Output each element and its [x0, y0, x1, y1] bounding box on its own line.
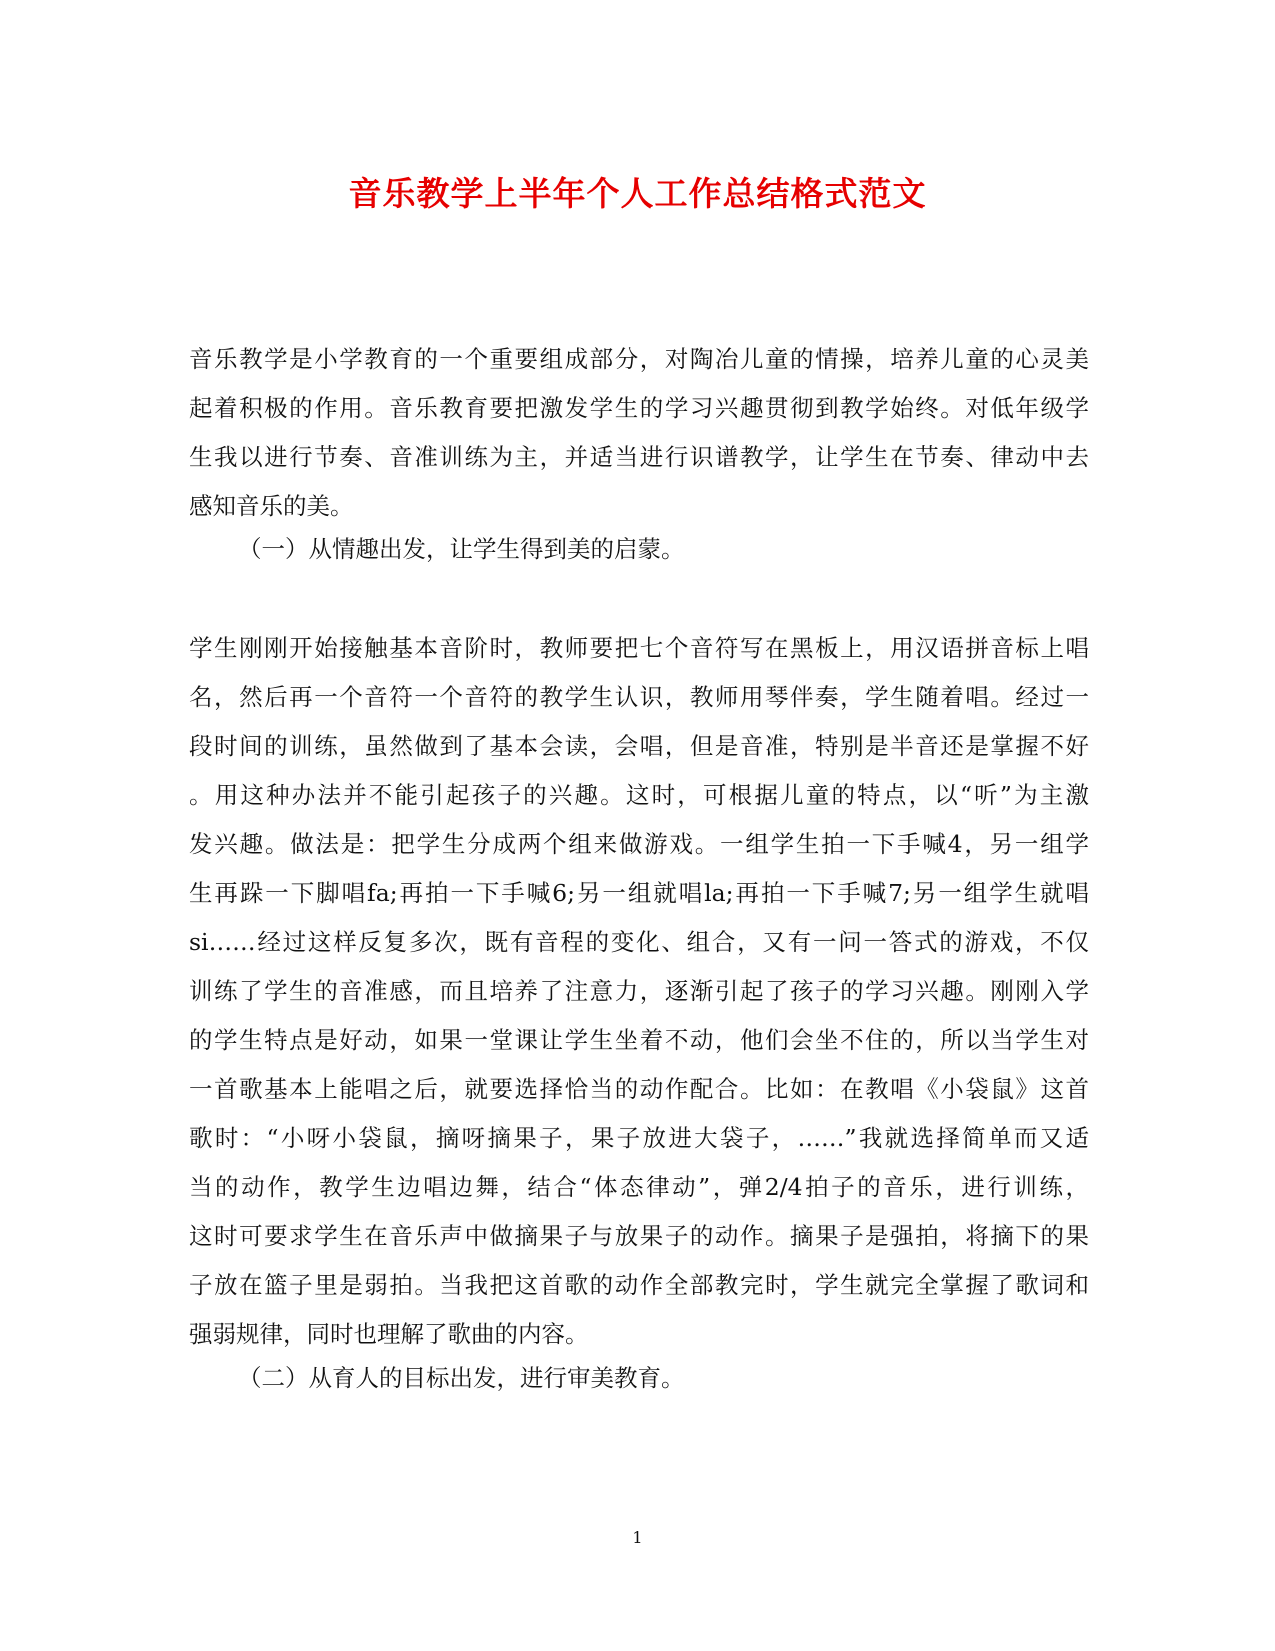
paragraph-line: 当的动作，教学生边唱边舞，结合“体态律动”，弹2/4拍子的音乐，进行训练，: [189, 1173, 1089, 1201]
paragraph-line: 段时间的训练，虽然做到了基本会读，会唱，但是音准，特别是半音还是掌握不好: [189, 732, 1089, 760]
paragraph-line: 强弱规律，同时也理解了歌曲的内容。: [189, 1320, 589, 1348]
paragraph-line: 一首歌基本上能唱之后，就要选择恰当的动作配合。比如：在教唱《小袋鼠》这首: [189, 1075, 1089, 1103]
paragraph-line: 训练了学生的音准感，而且培养了注意力，逐渐引起了孩子的学习兴趣。刚刚入学: [189, 977, 1089, 1005]
paragraph-line: 名，然后再一个音符一个音符的教学生认识，教师用琴伴奏，学生随着唱。经过一: [189, 683, 1089, 711]
paragraph-line: 音乐教学是小学教育的一个重要组成部分，对陶冶儿童的情操，培养儿童的心灵美: [189, 345, 1089, 373]
paragraph-line: 。用这种办法并不能引起孩子的兴趣。这时，可根据儿童的特点，以“听”为主激: [189, 781, 1089, 809]
paragraph-line: 学生刚刚开始接触基本音阶时，教师要把七个音符写在黑板上，用汉语拼音标上唱: [189, 634, 1089, 662]
paragraph-line: 的学生特点是好动，如果一堂课让学生坐着不动，他们会坐不住的，所以当学生对: [189, 1026, 1089, 1054]
section-heading-1: （一）从情趣出发，让学生得到美的启蒙。: [238, 535, 685, 563]
document-title: 音乐教学上半年个人工作总结格式范文: [348, 174, 927, 213]
paragraph-line: 起着积极的作用。音乐教育要把激发学生的学习兴趣贯彻到教学始终。对低年级学: [189, 394, 1089, 422]
page-number: 1: [632, 1528, 643, 1547]
paragraph-line: 生再跺一下脚唱fa;再拍一下手喊6;另一组就唱la;再拍一下手喊7;另一组学生就唱: [189, 879, 1089, 907]
paragraph-line: 这时可要求学生在音乐声中做摘果子与放果子的动作。摘果子是强拍，将摘下的果: [189, 1222, 1089, 1250]
paragraph-line: 感知音乐的美。: [189, 492, 354, 520]
paragraph-line: 生我以进行节奏、音准训练为主，并适当进行识谱教学，让学生在节奏、律动中去: [189, 443, 1089, 471]
intro-paragraph: [189, 335, 1089, 531]
section-1-paragraph: [189, 624, 1089, 1359]
paragraph-line: si……经过这样反复多次，既有音程的变化、组合，又有一问一答式的游戏，不仅: [189, 928, 1089, 956]
paragraph-line: 歌时：“小呀小袋鼠，摘呀摘果子，果子放进大袋子，……”我就选择简单而又适: [189, 1124, 1089, 1152]
section-heading-2: （二）从育人的目标出发，进行审美教育。: [238, 1364, 685, 1392]
paragraph-line: 子放在篮子里是弱拍。当我把这首歌的动作全部教完时，学生就完全掌握了歌词和: [189, 1271, 1089, 1299]
paragraph-line: 发兴趣。做法是：把学生分成两个组来做游戏。一组学生拍一下手喊4，另一组学: [189, 830, 1089, 858]
